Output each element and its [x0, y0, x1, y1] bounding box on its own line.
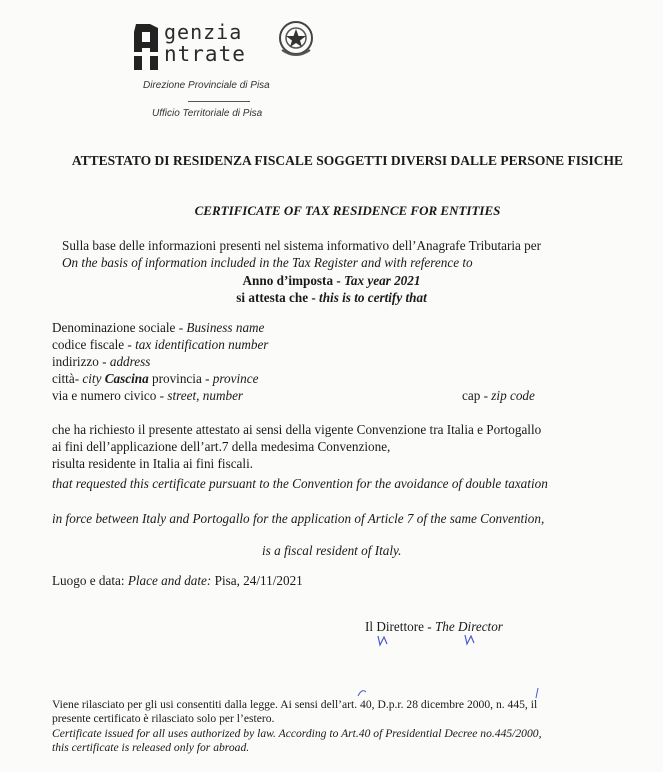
footer-italian-1: Viene rilasciato per gli usi consentiti dalla legge. Ai sensi dell’art. 40, D.p.r. 28 dicembre 2000, n. 445, il [52, 698, 538, 711]
certify-line [0, 290, 663, 306]
footer-english-2: this certificate is released only for abroad. [52, 741, 250, 754]
field-tax-id [52, 337, 268, 353]
title-italian: ATTESTATO DI RESIDENZA FISCALE SOGGETTI DIVERSI DALLE PERSONE FISICHE [71, 153, 624, 168]
intro-italian: Sulla base delle informazioni presenti nel sistema informativo dell’Anagrafe Tributaria per [62, 238, 542, 253]
field-address [52, 354, 150, 370]
republic-emblem-icon [276, 18, 316, 60]
body-italian-3: risulta residente in Italia ai fini fiscali. [52, 456, 254, 471]
field-city [52, 371, 258, 387]
certify-en: this is to certify that [319, 290, 427, 305]
place-date-value: Pisa, 24/11/2021 [211, 573, 303, 588]
body-italian-1: che ha richiesto il presente attestato ai sensi della vigente Convenzione tra Italia e Portogallo [52, 422, 542, 437]
field-street [52, 388, 243, 404]
office-provincial: Direzione Provinciale di Pisa [143, 80, 270, 91]
agenzia-entrate-logo [128, 18, 328, 78]
divider [188, 101, 250, 102]
tax-year-line [0, 273, 663, 289]
body-italian-2: ai fini dell’applicazione dell’art.7 della medesima Convenzione, [52, 439, 391, 454]
footer-english-1: Certificate issued for all uses authorized by law. According to Art.40 of Presidential Decree no.445/2000, [52, 727, 542, 740]
logo-text-line2: ntrate [164, 42, 246, 66]
field-business-name [52, 320, 264, 336]
city-label-it: città- [52, 371, 83, 386]
tax-year-en: Tax year 2021 [344, 273, 421, 288]
body-english-3: is a fiscal resident of Italy. [262, 543, 402, 558]
blue-ink-marks-icon [370, 632, 550, 648]
certify-it: si attesta che - [236, 290, 320, 305]
place-date-label-en: Place and date: [127, 573, 212, 588]
tax-year-it: Anno d’imposta - [242, 273, 345, 288]
signature-label-en: The Director [434, 619, 503, 634]
place-date [52, 573, 303, 589]
signature-label-it: Il Direttore - [365, 619, 435, 634]
province-label-it: provincia - [148, 371, 213, 386]
cap-label-en: zip code [491, 388, 535, 403]
field-cap [462, 388, 535, 404]
address-label-it: indirizzo - [52, 354, 110, 369]
cap-label-it: cap - [462, 388, 492, 403]
logo-a-mark-icon [128, 18, 168, 76]
tax-id-label-it: codice fiscale - [52, 337, 136, 352]
title-english: CERTIFICATE OF TAX RESIDENCE FOR ENTITIES [194, 203, 501, 218]
province-label-en: province [212, 371, 259, 386]
logo-text-line1: genzia [164, 20, 243, 44]
footer-italian-2: presente certificato è rilasciato solo per l’estero. [52, 712, 275, 725]
place-date-label-it: Luogo e data: [52, 573, 128, 588]
body-english-2: in force between Italy and Portogallo for the application of Article 7 of the same Convention, [52, 511, 545, 526]
tax-id-label-en: tax identification number [135, 337, 269, 352]
body-english-1: that requested this certificate pursuant to the Convention for the avoidance of double taxation [52, 476, 548, 491]
blue-pen-ticks-icon [350, 686, 550, 700]
intro-english: On the basis of information included in the Tax Register and with reference to [62, 255, 473, 270]
business-name-label-en: Business name [186, 320, 265, 335]
street-label-en: street, number [167, 388, 244, 403]
street-label-it: via e numero civico - [52, 388, 168, 403]
city-value: Cascina [104, 371, 149, 386]
address-label-en: address [109, 354, 151, 369]
business-name-label-it: Denominazione sociale - [52, 320, 187, 335]
office-territorial: Ufficio Territoriale di Pisa [152, 108, 263, 119]
city-label-en: city [82, 371, 105, 386]
